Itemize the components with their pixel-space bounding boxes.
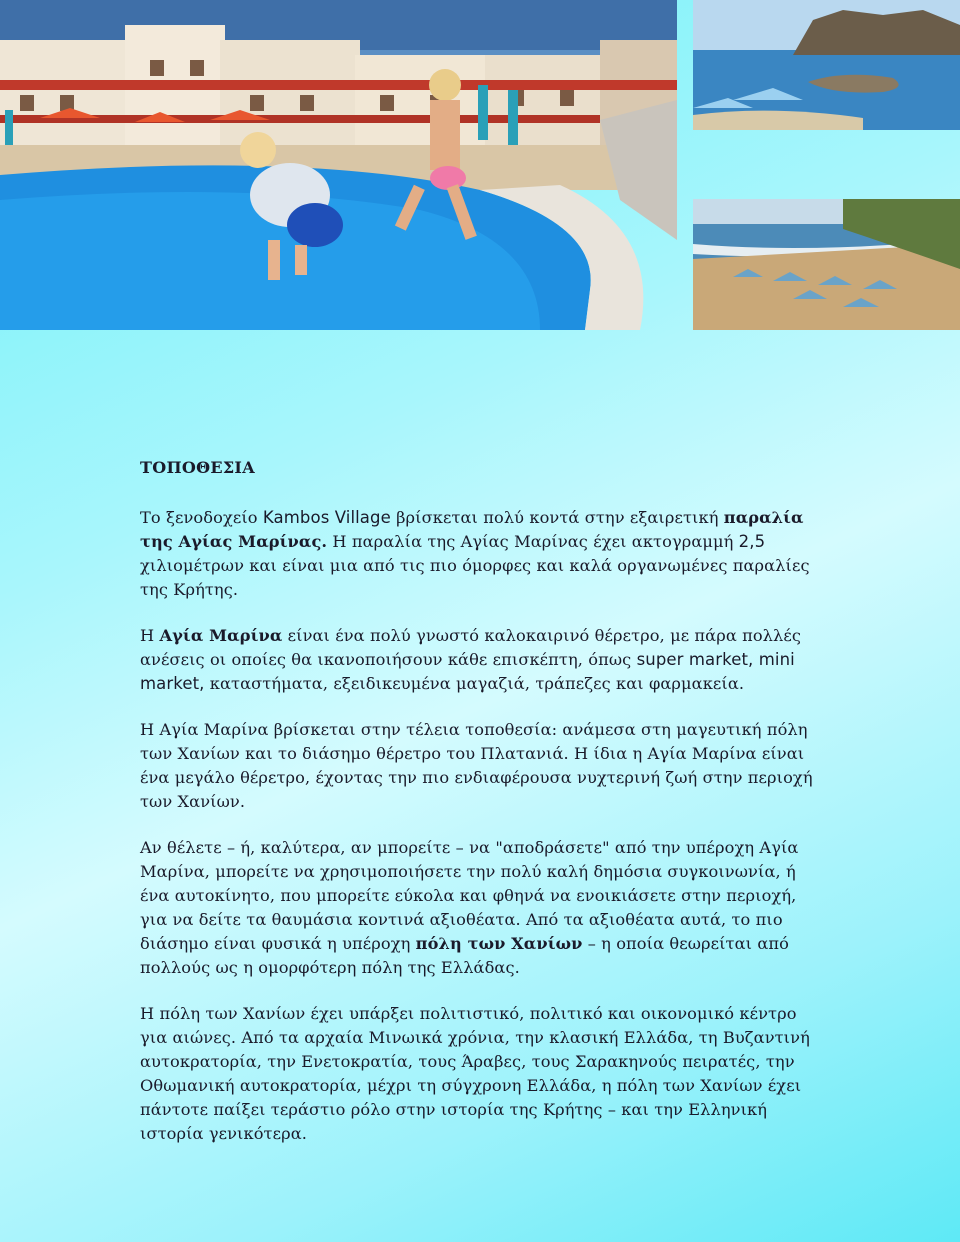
text: Αν θέλετε – ή, καλύτερα, αν μπορείτε – να "αποδράσετε" από την υπέροχη Αγία Μαρίνα, μπορείτε να χρησιμοποιήσετε την πολύ καλή δημόσια συγκοινωνία, ή ένα αυτοκίνητο, που μπορείτε εύκολα και φθηνά να ενοικιάσετε στην περιοχή, για να δείτε τα θαυμάσια κοντινά αξιοθέατα. Από τα αξιοθέατα αυτά, το πιο διάσημο είναι φυσικά η υπέροχη <box>140 838 799 953</box>
text: – η οποία θεωρείται από πολλούς ως η ομορφότερη πόλη της Ελλάδας. <box>140 934 789 977</box>
hotel-pool-photo <box>0 0 677 330</box>
hotel-name: Kambos Village <box>262 508 391 527</box>
paragraph-resort <box>140 624 820 696</box>
sea-cove-photo <box>693 0 960 130</box>
paragraph-history: Η πόλη των Χανίων έχει υπάρξει πολιτιστικό, πολιτικό και οικονομικό κέντρο για αιώνες. Από τα αρχαία Μινωικά χρόνια, την κλασική Ελλάδα, τη Βυζαντινή αυτοκρατορία, την Ενετοκρατία, τους Άραβες, τους Σαρακηνούς πειρατές, την Οθωμανική αυτοκρατορία, μέχρι τη σύγχρονη Ελλάδα, η πόλη των Χανίων έχει πάντοτε παίξει τεράστιο ρόλο στην ιστορία της Κρήτης – και την Ελληνική ιστορία γενικότερα. <box>140 1004 810 1143</box>
resort-name: Αγία Μαρίνα <box>159 626 283 645</box>
paragraph-beach <box>140 506 820 602</box>
text: Η παραλία της Αγίας Μαρίνας έχει ακτογραμμή <box>327 532 739 551</box>
city-name: πόλη των Χανίων <box>415 934 583 953</box>
beach-name: παραλία της Αγίας Μαρίνας. <box>140 508 804 551</box>
text: είναι ένα πολύ γνωστό καλοκαιρινό θέρετρο, με πάρα πολλές ανέσεις οι οποίες θα ικανοποιήσουν κάθε επισκέπτη, όπως <box>140 626 802 669</box>
location-article <box>140 456 820 1168</box>
text: Η <box>140 626 160 645</box>
paragraph-excursions <box>140 836 820 980</box>
shops-list: super market, mini market, <box>140 650 795 693</box>
text: βρίσκεται πολύ κοντά στην εξαιρετική <box>390 508 724 527</box>
text: καταστήματα, εξειδικευμένα μαγαζιά, τράπεζες και φαρμακεία. <box>204 674 745 693</box>
text: Το ξενοδοχείο <box>140 508 263 527</box>
paragraph-location: Η Αγία Μαρίνα βρίσκεται στην τέλεια τοποθεσία: ανάμεσα στη μαγευτική πόλη των Χανίων και το διάσημο θέρετρο του Πλατανιά. Η ίδια η Αγία Μαρίνα είναι ένα μεγάλο θέρετρο, έχοντας την πιο ενδιαφέρουσα νυχτερινή ζωή στην περιοχή των Χανίων. <box>140 720 813 811</box>
coastline-length: 2,5 <box>738 532 766 551</box>
section-title: ΤΟΠΟΘΕΣΙΑ <box>140 458 255 477</box>
text: χιλιομέτρων και είναι μια από τις πιο όμορφες και καλά οργανωμένες παραλίες της Κρήτης. <box>140 556 810 599</box>
beach-umbrellas-photo <box>693 199 960 330</box>
